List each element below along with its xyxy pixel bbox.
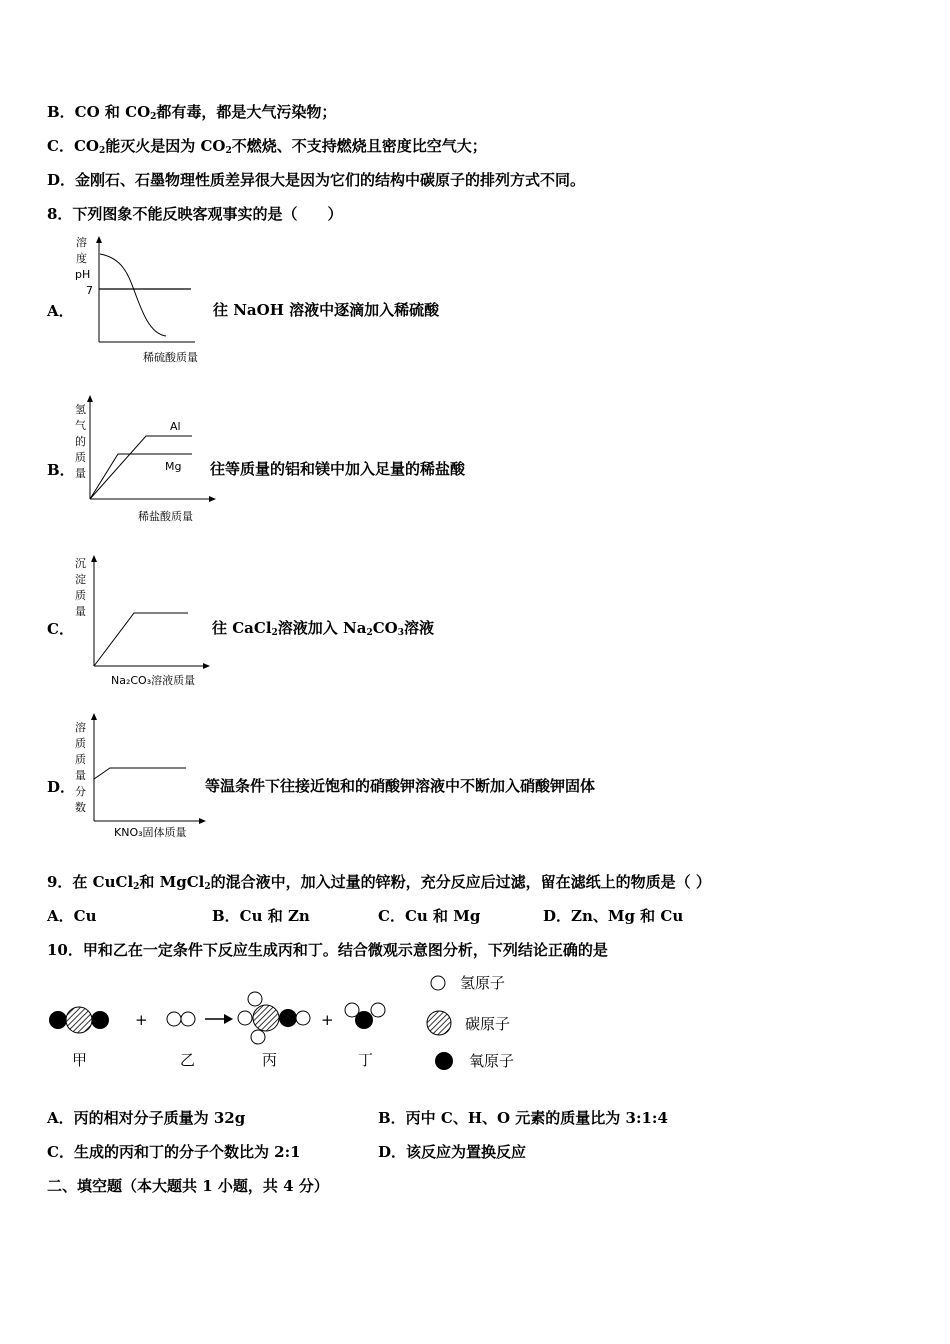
graph-a-curve [100, 254, 166, 336]
option-c-q7: C．$CO_2$能灭火是因为 $CO_2$不燃烧、不支持燃烧且密度比空气大； [47, 137, 487, 156]
q10-micro-diagram [40, 974, 560, 1085]
graph-d-y-arrow [91, 713, 97, 720]
legend-oxygen-icon [435, 1052, 453, 1070]
q8-graph-b [70, 393, 220, 528]
graph-c-xlabel: Na₂CO₃溶液质量 [111, 674, 196, 687]
q8-option-a-label: A． [47, 302, 74, 320]
q8-graph-d [70, 711, 220, 843]
graph-c-ylabel-1: 沉 [75, 557, 86, 570]
graph-b-legend-al: Al [170, 420, 181, 433]
plus-sign-2: + [321, 1011, 334, 1029]
species-label-ding: 丁 [358, 1051, 374, 1069]
legend-carbon-icon [427, 1011, 451, 1035]
q10-option-a: A．丙的相对分子质量为 32g [47, 1109, 246, 1127]
graph-d-ylabel-4: 量 [75, 769, 86, 782]
species-label-bing: 丙 [262, 1051, 278, 1069]
q8-option-d-desc: 等温条件下往接近饱和的硝酸钾溶液中不断加入硝酸钾固体 [205, 777, 596, 795]
graph-c-y-arrow [91, 555, 97, 562]
option-b-q7: B．CO 和 $CO_2$都有毒，都是大气污染物； [47, 103, 337, 122]
reaction-arrow-icon [205, 1014, 233, 1024]
q10-option-b: B．丙中 C、H、O 元素的质量比为 3:1:4 [378, 1109, 668, 1127]
q9-option-d: D．Zn、Mg 和 Cu [543, 907, 684, 925]
graph-c-ylabel-3: 质 [75, 589, 86, 602]
graph-a-ylabel-2: 度 [76, 252, 87, 265]
graph-a-ytick-7: 7 [86, 284, 93, 297]
molecule-yi-h2 [167, 1012, 195, 1026]
graph-b-ylabel-5: 量 [75, 467, 86, 480]
graph-d-ylabel-1: 溶 [75, 721, 86, 734]
species-label-yi: 乙 [180, 1051, 196, 1069]
graph-d-x-arrow [199, 818, 206, 824]
q10-option-d: D．该反应为置换反应 [378, 1143, 527, 1161]
molecule-ding-h2o [345, 1003, 385, 1029]
graph-b-y-arrow [87, 395, 93, 402]
q9-option-b: B．Cu 和 Zn [212, 907, 310, 925]
q8-graph-c [70, 551, 220, 691]
legend-oxygen-label: 氧原子 [469, 1052, 515, 1070]
q8-option-b-desc: 往等质量的铝和镁中加入足量的稀盐酸 [210, 460, 466, 478]
graph-d-ylabel-3: 质 [75, 753, 86, 766]
graph-b-ylabel-2: 气 [75, 419, 86, 432]
option-d-q7: D．金刚石、石墨物理性质差异很大是因为它们的结构中碳原子的排列方式不同。 [47, 171, 586, 189]
q9-option-c: C．Cu 和 Mg [378, 907, 481, 925]
graph-a-xlabel: 稀硫酸质量 [143, 351, 198, 364]
question-9-stem: 9．在 CuCl$_2$和 MgCl$_2$的混合液中，加入过量的锌粉，充分反应后过滤，留在滤纸上的物质是（ ） [47, 873, 711, 892]
graph-b-legend-mg: Mg [165, 460, 182, 473]
plus-sign-1: + [135, 1011, 148, 1029]
q8-option-c-desc: 往 CaCl$_2$溶液加入 $Na_2CO_3$溶液 [212, 619, 435, 638]
graph-d-ylabel-6: 数 [75, 801, 86, 814]
question-8-stem: 8．下列图象不能反映客观事实的是（ ） [47, 205, 343, 223]
graph-b-ylabel-3: 的 [75, 435, 86, 448]
molecule-jia-co2 [49, 1007, 109, 1033]
graph-b-ylabel-4: 质 [75, 451, 86, 464]
q8-graph-a [70, 232, 220, 367]
graph-a-ylabel-ph: pH [75, 268, 91, 281]
graph-d-xlabel: KNO₃固体质量 [114, 826, 187, 839]
q8-option-d-label: D． [47, 778, 76, 796]
species-label-jia: 甲 [72, 1051, 88, 1069]
graph-d-series [94, 768, 186, 779]
graph-d-ylabel-2: 质 [75, 737, 86, 750]
legend-carbon-label: 碳原子 [465, 1015, 511, 1033]
graph-c-ylabel-2: 淀 [75, 573, 86, 586]
q8-option-b-label: B． [47, 461, 75, 479]
q10-option-c: C．生成的丙和丁的分子个数比为 2:1 [47, 1143, 301, 1161]
q9-option-a: A．Cu [47, 907, 97, 925]
graph-b-xlabel: 稀盐酸质量 [138, 510, 193, 523]
section-2-heading: 二、填空题（本大题共 1 小题，共 4 分） [47, 1177, 329, 1195]
graph-c-series [94, 613, 188, 666]
q8-option-c-label: C． [47, 620, 74, 638]
graph-b-ylabel-1: 氢 [75, 403, 86, 416]
question-10-stem: 10．甲和乙在一定条件下反应生成丙和丁。结合微观示意图分析，下列结论正确的是 [47, 941, 608, 959]
graph-d-ylabel-5: 分 [75, 785, 86, 798]
q8-option-a-desc: 往 NaOH 溶液中逐滴加入稀硫酸 [213, 301, 440, 319]
graph-a-y-arrow [96, 236, 102, 243]
molecule-bing-ch3oh [238, 992, 310, 1044]
graph-c-x-arrow [203, 663, 210, 669]
legend-hydrogen-icon [431, 976, 445, 990]
graph-a-ylabel-1: 溶 [76, 236, 87, 249]
legend-hydrogen-label: 氢原子 [460, 974, 506, 992]
graph-c-ylabel-4: 量 [75, 605, 86, 618]
graph-b-x-arrow [209, 496, 216, 502]
